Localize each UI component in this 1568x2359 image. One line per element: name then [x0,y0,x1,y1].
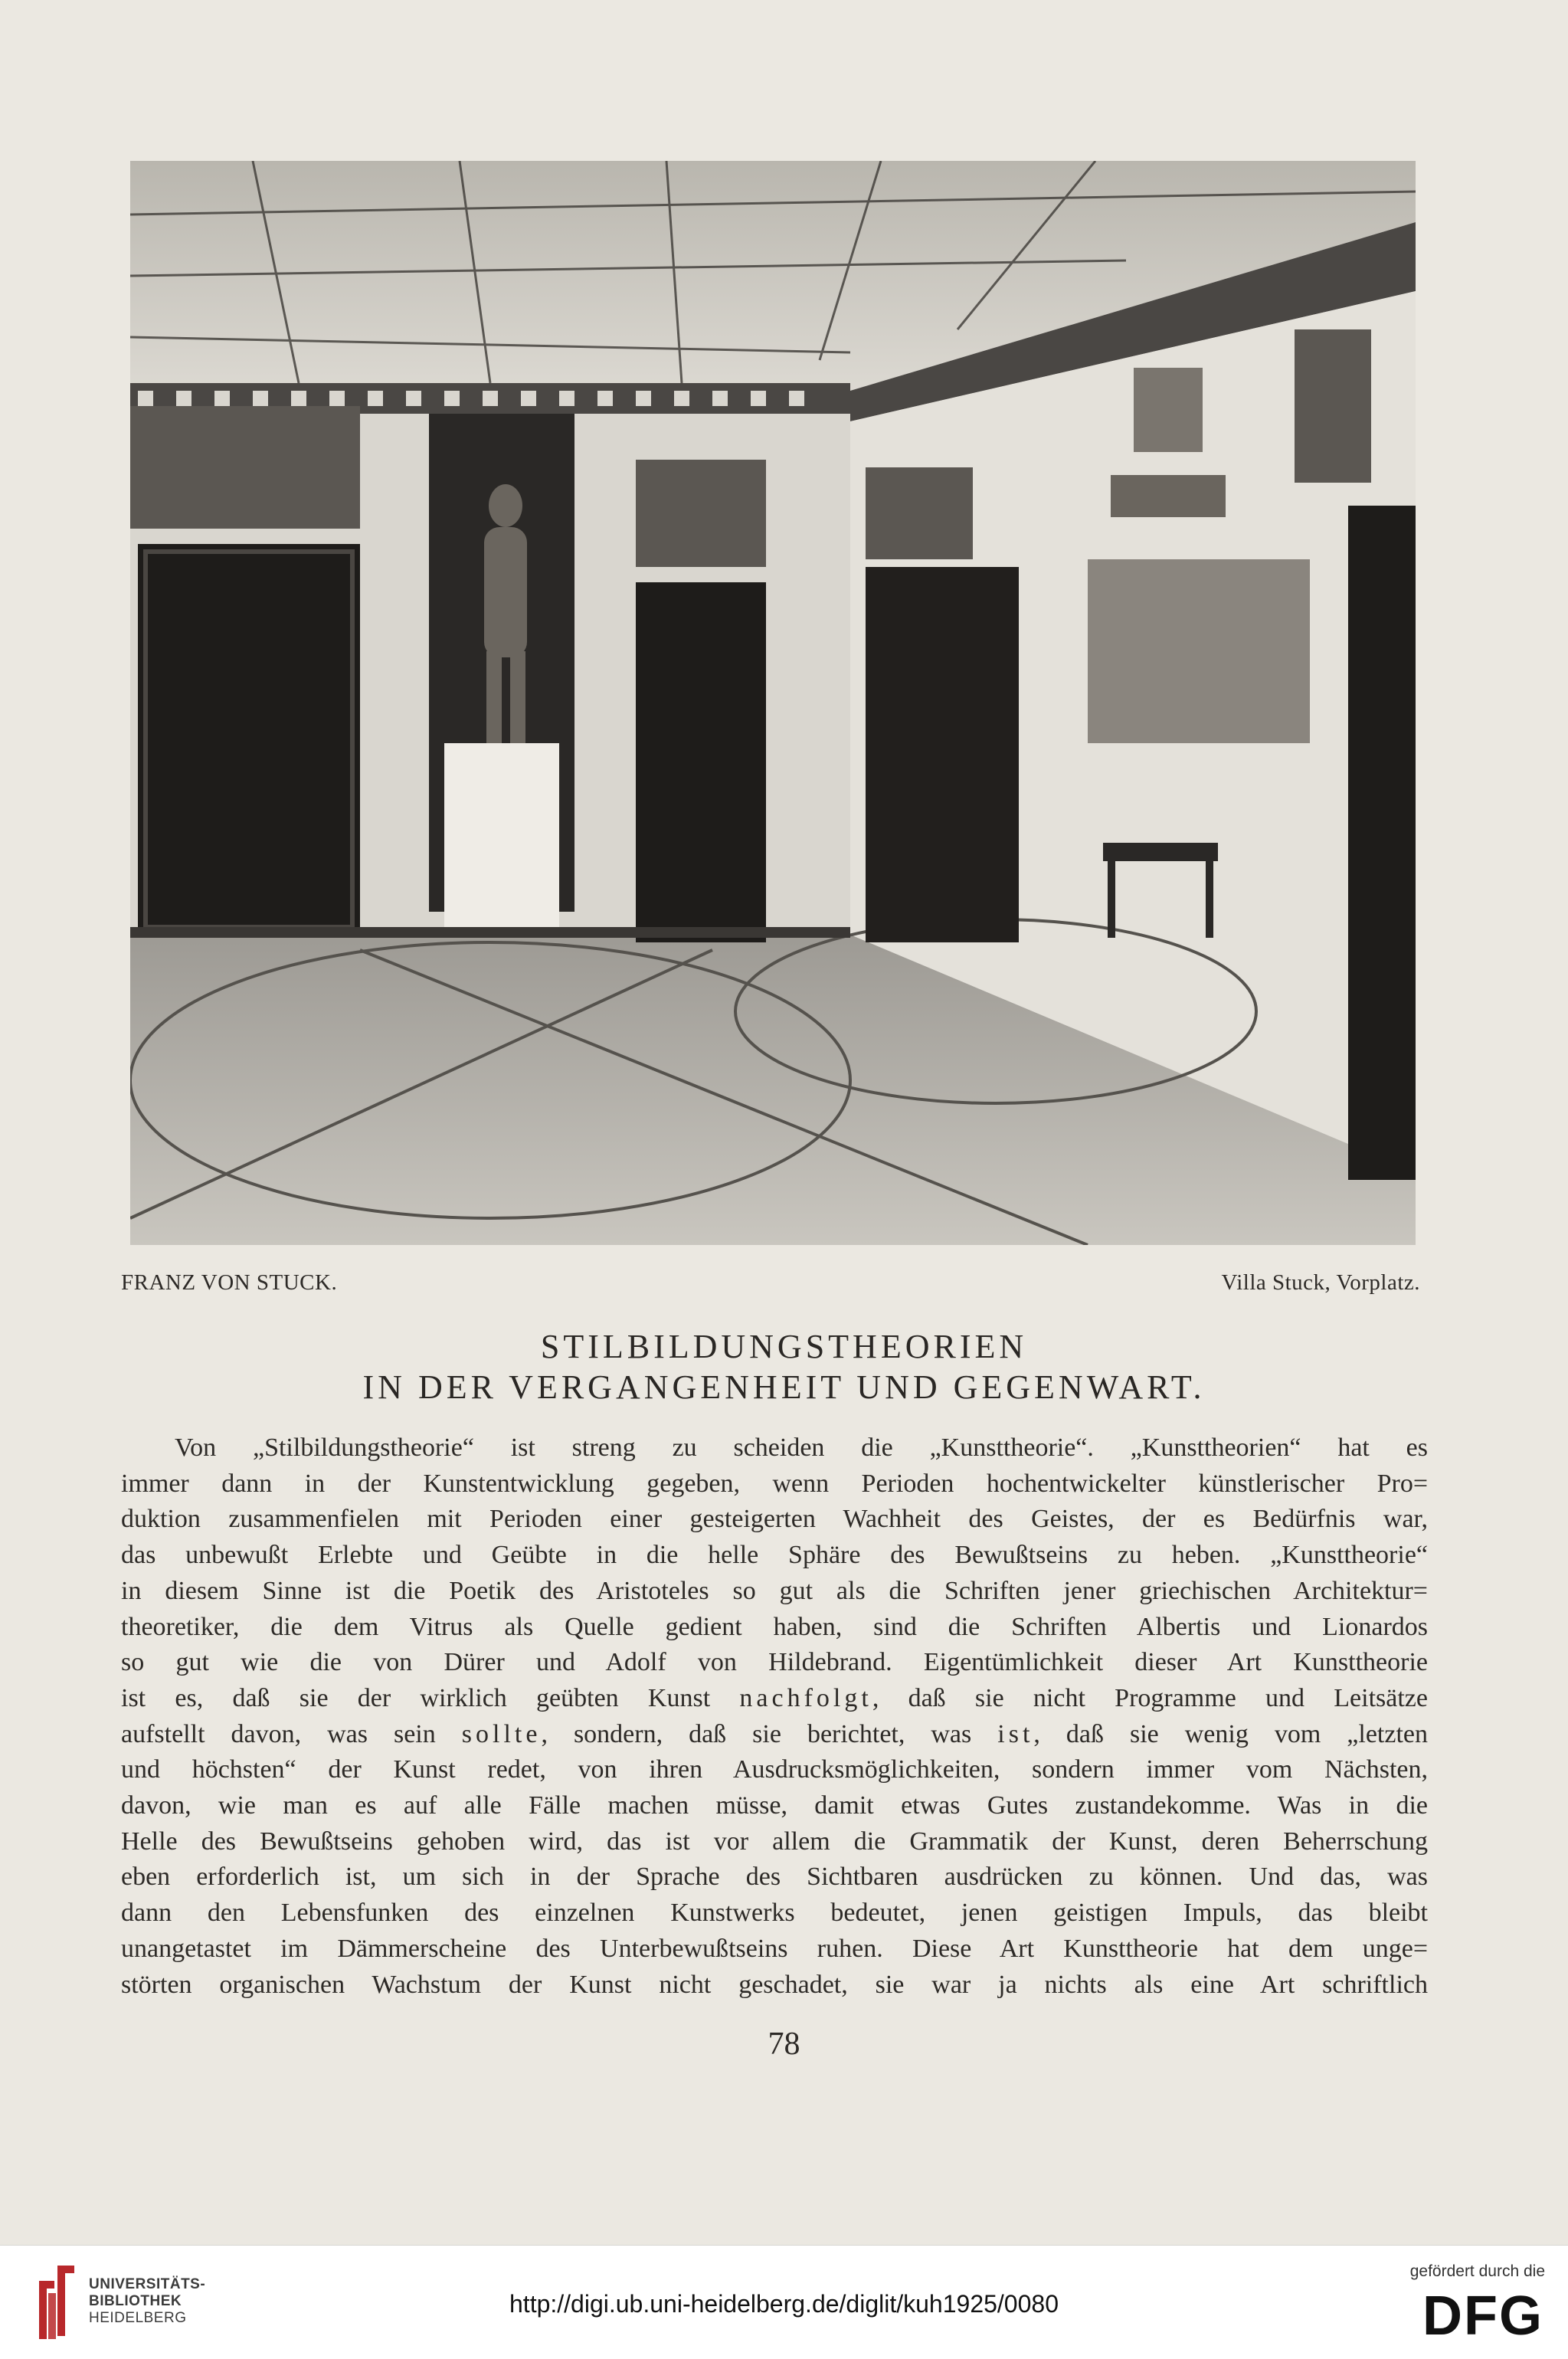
body-line: und höchsten“ der Kunst redet, von ihren Ausdrucksmöglichkeiten, sondern immer vom Nächsten, [121,1755,1428,1784]
body-line: dann den Lebensfunken des einzelnen Kunstwerks bedeutet, jenen geistigen Impuls, das bleibt [121,1899,1428,1928]
article-title-line-2: IN DER VERGANGENHEIT UND GEGENWART. [362,1368,1206,1406]
body-line: Helle des Bewußtseins gehoben wird, das ist vor allem die Grammatik der Kunst, deren Beherrschung [121,1827,1428,1856]
photo-caption-artist: FRANZ VON STUCK. [121,1270,338,1295]
body-line: unangetastet im Dämmerscheine des Unterbewußtseins ruhen. Diese Art Kunsttheorie hat dem unge= [121,1934,1428,1963]
photograph-villa-stuck [130,161,1416,1245]
digital-copy-url[interactable]: http://digi.ub.uni-heidelberg.de/diglit/kuh1925/0080 [509,2290,1059,2318]
body-line: in diesem Sinne ist die Poetik des Aristoteles so gut als die Schriften jener griechischen Architektur= [121,1576,1428,1605]
body-line: störten organischen Wachstum der Kunst nicht geschadet, sie war ja nichts als eine Art schriftlich [121,1970,1428,1999]
library-name-line-1: UNIVERSITÄTS- [89,2276,206,2292]
body-line: das unbewußt Erlebte und Geübte in die helle Sphäre des Bewußtseins zu heben. „Kunsttheorie“ [121,1541,1428,1570]
article-title-line-1: STILBILDUNGSTHEORIEN [540,1328,1028,1365]
body-line: so gut wie die von Dürer und Adolf von Hildebrand. Eigentümlichkeit dieser Art Kunsttheorie [121,1648,1428,1677]
photo-caption-location: Villa Stuck, Vorplatz. [1221,1270,1420,1295]
body-line: duktion zusammenfielen mit Perioden einer gesteigerten Wachheit des Geistes, der es Bedürfnis war, [121,1505,1428,1534]
funding-label: gefördert durch die [1409,2262,1545,2280]
body-line: eben erforderlich ist, um sich in der Sprache des Sichtbaren ausdrücken zu können. Und das, was [121,1863,1428,1892]
library-name-line-3: HEIDELBERG [89,2310,187,2326]
body-line: davon, wie man es auf alle Fälle machen müsse, damit etwas Gutes zustandekomme. Was in die [121,1791,1428,1820]
body-line: aufstellt davon, was sein sollte, sondern, daß sie berichtet, was ist, daß sie wenig vom „letzten [121,1719,1428,1748]
dfg-logo: DFG [1422,2285,1543,2347]
body-line: theoretiker, die dem Vitrus als Quelle gedient haben, sind die Schriften Albertis und Lionardos [121,1612,1428,1641]
library-name-line-2: BIBLIOTHEK [89,2293,182,2309]
article-body [121,1430,1428,2003]
body-line: ist es, daß sie der wirklich geübten Kunst nachfolgt, daß sie nicht Programme und Leitsätze [121,1683,1428,1712]
body-line: Von „Stilbildungstheorie“ ist streng zu scheiden die „Kunsttheorie“. „Kunsttheorien“ hat es [175,1433,1428,1462]
digitization-footer [0,2245,1568,2359]
body-line: immer dann in der Kunstentwicklung gegeben, wenn Perioden hochentwickelter künstlerischer Pro= [121,1469,1428,1498]
page-number: 78 [768,2026,800,2062]
